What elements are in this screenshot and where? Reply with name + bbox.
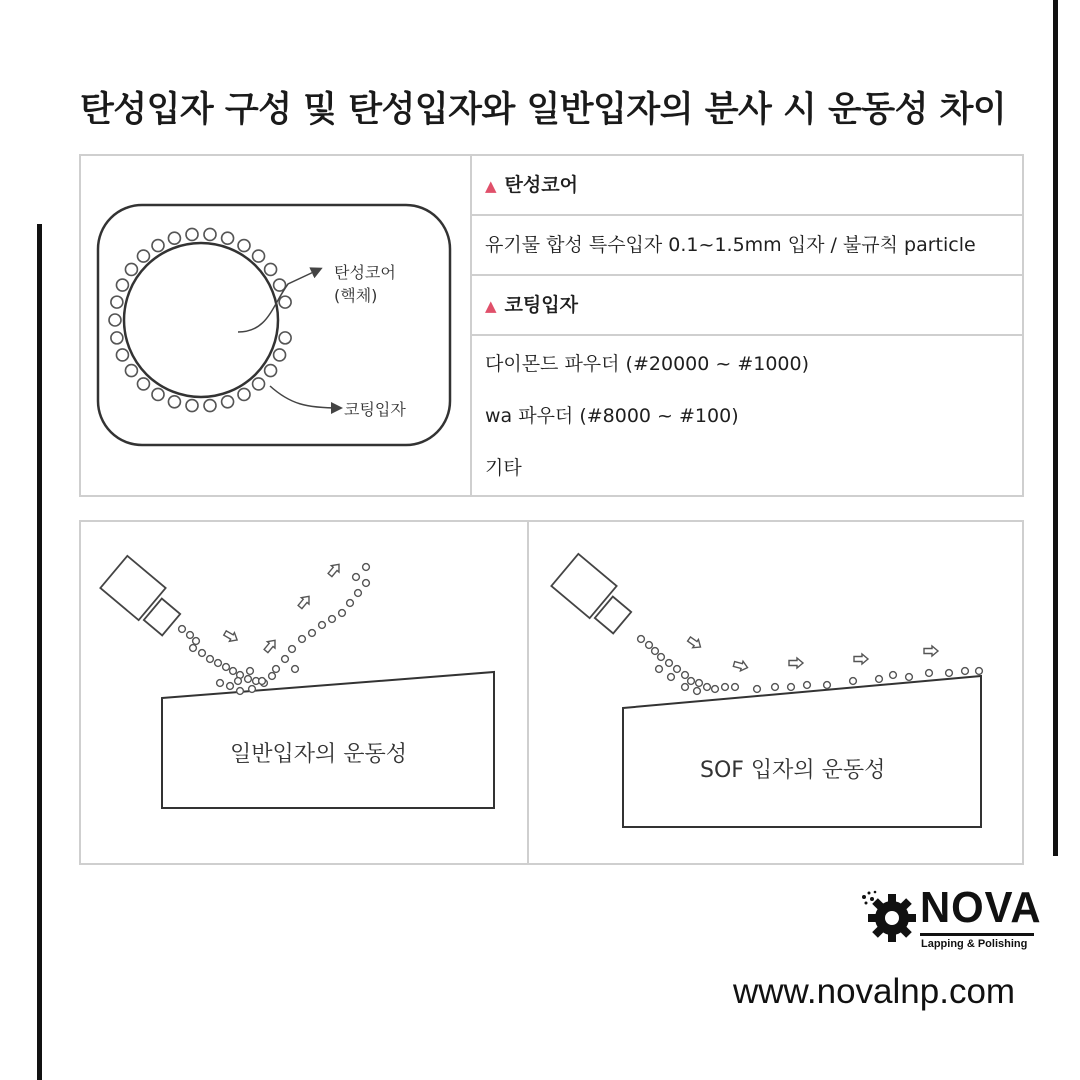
sof-motion-label: SOF 입자의 운동성 [700,758,886,783]
logo-tagline: Lapping & Polishing [921,938,1028,950]
coating-particle [137,378,149,390]
general-particle [355,590,362,597]
general-particle [259,678,266,685]
general-particle [187,632,194,639]
sof-particle [824,682,831,689]
sof-particle [772,684,779,691]
general-particle [247,668,254,675]
coating-particle [109,314,121,326]
coating-particle [265,263,277,275]
general-motion-diagram [80,521,526,864]
coating-pointer-line [270,386,340,408]
core-label-line2: (핵체) [334,286,378,305]
core-header: 탄성코어 [504,174,578,196]
core-desc-row [471,214,1022,274]
website-url[interactable]: www.novalnp.com [733,972,1016,1011]
general-particle [329,616,336,623]
general-particles [179,564,370,695]
triangle-icon: ▲ [485,297,497,315]
sof-particle [668,674,675,681]
sof-particle [682,684,689,691]
general-particle [249,686,256,693]
motion-arrow [223,629,240,645]
sof-particle [674,666,681,673]
sof-particle [788,684,795,691]
coating-particle [204,228,216,240]
general-particle [245,676,252,683]
general-particle [227,683,234,690]
elastic-core [124,243,278,397]
general-particle [230,668,237,675]
general-motion-label: 일반입자의 운동성 [230,742,408,767]
sof-particle [652,648,659,655]
sof-particle [946,670,953,677]
coating-particle [116,349,128,361]
general-particle [363,580,370,587]
sof-particle [906,674,913,681]
coating-header: 코팅입자 [504,294,578,316]
coating-particle [274,349,286,361]
motion-arrow [733,659,749,672]
sof-particle [876,676,883,683]
coating-particle [125,263,137,275]
general-particle [309,630,316,637]
sof-particle [962,668,969,675]
general-particle [273,666,280,673]
gear-logo-icon [860,888,920,948]
coating-item: 다이몬드 파우더 (#20000 ~ #1000) [485,353,810,375]
motion-arrow [262,637,279,654]
general-particle [223,664,230,671]
coating-label: 코팅입자 [344,400,406,419]
coating-particle [253,378,265,390]
logo-underline [920,933,1034,936]
coating-particle [125,365,137,377]
motion-arrow [326,561,343,578]
coating-particle [279,296,291,308]
coating-particle [116,279,128,291]
general-particle [347,600,354,607]
workpiece-block [623,676,981,827]
coating-particle [222,232,234,244]
general-particle [353,574,360,581]
coating-header-row [471,274,1022,334]
sof-particle [638,636,645,643]
sof-particle [712,686,719,693]
sof-particle [696,680,703,687]
coating-particle [152,388,164,400]
general-particle [292,666,299,673]
coating-item: wa 파우더 (#8000 ~ #100) [485,405,739,427]
general-particle [269,673,276,680]
sof-particle [704,684,711,691]
sof-particle [688,678,695,685]
sof-motion-diagram [529,521,1023,864]
particle-diagram [80,156,470,496]
sof-particle [694,688,701,695]
sof-particle [804,682,811,689]
coating-particle [168,232,180,244]
general-particle [207,656,214,663]
coating-particle [111,332,123,344]
coating-items-row [471,334,1022,495]
general-particle [193,638,200,645]
general-particle [299,636,306,643]
sof-particle [732,684,739,691]
coating-particle [137,250,149,262]
general-particle [339,610,346,617]
general-particle [217,680,224,687]
coating-particle [111,296,123,308]
sof-particle [658,654,665,661]
core-label [334,260,396,306]
coating-particle [279,332,291,344]
coating-particle [186,228,198,240]
triangle-icon: ▲ [485,177,497,195]
sof-particle [646,642,653,649]
motion-arrow [789,658,803,668]
page-title: 탄성입자 구성 및 탄성입자와 일반입자의 분사 시 운동성 차이 [80,90,1007,130]
sof-particle [850,678,857,685]
frame-line-left [37,224,42,1080]
sof-particle [754,686,761,693]
coating-particle [222,396,234,408]
motion-arrow [686,635,703,651]
coating-particle [238,240,250,252]
motion-arrow [854,654,868,664]
general-particle [235,678,242,685]
sof-motion-arrows [686,635,938,673]
coating-particle [204,400,216,412]
motion-arrow [296,593,313,610]
sof-particle [666,660,673,667]
coating-particle [253,250,265,262]
general-particle [289,646,296,653]
sof-particle [656,666,663,673]
sof-particle [682,672,689,679]
sof-particle [722,684,729,691]
motion-arrow [924,646,938,656]
coating-particle [265,365,277,377]
general-particle [237,688,244,695]
core-label-line1: 탄성코어 [334,263,396,282]
sof-particle [890,672,897,679]
general-particle [179,626,186,633]
core-description: 유기물 합성 특수입자 0.1~1.5mm 입자 / 불규칙 particle [485,234,976,256]
sof-particle [976,668,983,675]
coating-particle [168,396,180,408]
general-particle [199,650,206,657]
frame-line-right [1053,0,1058,856]
coating-particle [238,388,250,400]
coating-particle [186,400,198,412]
general-particle [319,622,326,629]
general-particle [215,660,222,667]
general-particle [363,564,370,571]
general-motion-arrows [223,561,343,654]
coating-particle [152,240,164,252]
core-header-row [471,156,1022,214]
coating-item: 기타 [485,457,522,479]
general-particle [282,656,289,663]
logo-name: NOVA [920,883,1042,932]
sof-particle [926,670,933,677]
general-particle [190,645,197,652]
